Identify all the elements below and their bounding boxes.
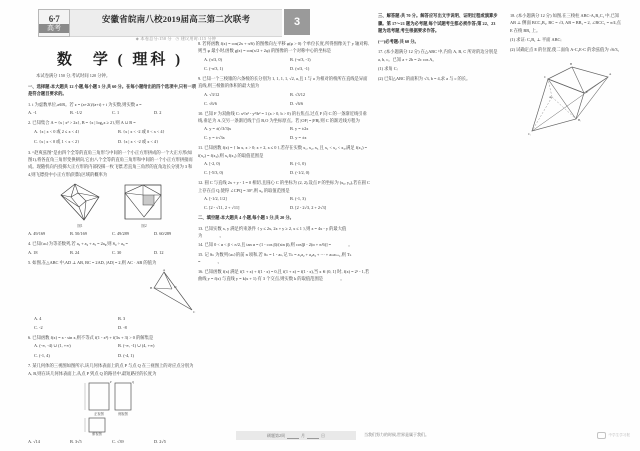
- question-2-options-row2: [28, 139, 196, 145]
- q9-option-b: B. √3/12: [290, 91, 306, 97]
- question-1: 1. i 为虚数单位,a∈R。若 z = (a+2i)/(a+i) + i 为实数,则实数 a =: [28, 101, 142, 107]
- q5-option-d: D. -8: [118, 325, 127, 331]
- question-3: 3. “赵爽弦图”是由四个全等的直角三角形与中间的一个小正方形拼成的一个大正方形(如图1),将各直角三角形变换朝向,它由八个全等的直角三角形和中间的一个小正方形拼接而成。现随机向内投掷大正方形的内部投掷一枚飞镖,若直角三角形的直角边长分别为 3 和 4,则飞镖投中小正方形(阴影)区域的概率为: [28, 149, 193, 177]
- figure-2: [121, 181, 167, 229]
- q6-option-a: A. (-∞, -4) ∪ (1, +∞): [34, 343, 71, 349]
- q12-option-b: B. (-1, 3): [290, 196, 306, 202]
- q3-option-a: A. 49/169: [28, 231, 46, 237]
- figure-1: [57, 181, 103, 229]
- question-15: 15. 记 Sₙ 为数列{aₙ}的前 n 项和,若 Sₙ = 1 - aₙ,记 Tₙ = a₁a₂ + a₂a₃ + ⋯ + aₙaₙ₊₁,则 Tₙ = 。: [198, 251, 352, 265]
- question-8-options-row2: [198, 66, 370, 71]
- svg-text:B₁: B₁: [578, 118, 582, 123]
- svg-text:D: D: [174, 285, 177, 290]
- question-18: 18. (本小题满分 12 分) 如图,在三棱柱 ABC-A₁B₁C₁ 中,已知 AB ⊥ 侧面 BCC₁B₁, BC = √3, AB = BB₁ = 2, ∠BCC₁ = π/4,点 E 在棱 BB₁ 上。: [510, 13, 621, 33]
- svg-text:Q: Q: [132, 381, 135, 385]
- q3-option-c: C. 49/289: [112, 231, 129, 237]
- question-10: 10. 已知 F 为双曲线 C: x²/a² - y²/b² = 1 (a > 0, b > 0) 的右焦点,过点 F 向 C 的一条渐近线引垂线,垂足为 A,交另一条渐近线于点 B,O 为坐标原点。若 |OF| = |FB|,则 C 的渐近线方程为: [198, 110, 367, 124]
- qr-code-icon: [597, 432, 606, 439]
- question-11-options-row1: [198, 161, 370, 166]
- q11-option-d: D. (-1/2, 0): [290, 170, 310, 176]
- required-questions-label: (一)必考题:共 60 分。: [378, 38, 419, 44]
- question-17-part-1: (1) 求角 C;: [378, 66, 398, 72]
- svg-text:A: A: [609, 72, 612, 77]
- q1-option-c: C. 1: [112, 110, 120, 116]
- practice-week-box: [236, 431, 356, 440]
- question-9-options-row2: [198, 101, 370, 106]
- section-two-heading: 二、填空题:本大题共 4 小题,每小题 5 分,共 20 分。: [198, 215, 294, 221]
- q7-option-a: A. √14: [28, 439, 40, 445]
- zhao-shuang-diagram-2: [121, 181, 167, 223]
- svg-text:正视图: 正视图: [94, 412, 104, 417]
- question-8: 8. 若将函数 f(x) = cos(2x + π/6) 的图像向左平移 φ(φ > 0) 个单位长度,所得图像关于 y 轴对称,则当 φ 最小时,函数 g(x) = cos(x/2 + 2φ) 的图像的一个对称中心的坐标是: [198, 41, 369, 54]
- brand-label: 中学生学习报: [608, 433, 630, 437]
- svg-text:俯视图: 俯视图: [92, 432, 102, 437]
- q1-option-b: B. -1/2: [70, 110, 82, 116]
- q2-option-a: A. {x | x < 0 或 2 ≤ x < 4}: [34, 128, 80, 134]
- figure-2-caption: 图2: [141, 224, 147, 229]
- q7-option-b: B. 3√5: [70, 439, 82, 445]
- q3-option-d: D. 60/289: [154, 231, 172, 237]
- q8-option-c: C. (-π/3, 1): [204, 65, 224, 71]
- q4-option-d: D. 12: [154, 249, 164, 255]
- svg-text:B: B: [150, 286, 153, 291]
- question-6-options-row1: [28, 343, 196, 349]
- zhao-shuang-diagram-1: [57, 181, 103, 223]
- total-score-label: 本卷总分:150 分: [140, 36, 172, 41]
- question-12-options-row1: [198, 196, 370, 201]
- q8-option-a: A. (π/3, 0): [204, 56, 222, 62]
- question-5: 5. 如图,在△ABC 中,AD ⊥ AB, BC = 2AD, |AD| = 2,则 AC · AB 的值为: [28, 259, 157, 265]
- q12-option-d: D. [2 - 2√3, 2 + 2√3]: [290, 205, 327, 211]
- q7-option-d: D. 2√5: [154, 439, 166, 445]
- svg-text:B: B: [570, 62, 573, 67]
- q1-option-a: A. -1: [28, 110, 37, 116]
- question-10-options-row1: [198, 126, 370, 131]
- section-one-heading: 一、选择题:本大题共 12 小题,每小题 5 分,共 60 分。在每小题给出的四个选项中,只有一项是符合题目要求的。: [28, 83, 196, 97]
- svg-text:C: C: [544, 75, 547, 80]
- q9-option-d: D. √6/6: [290, 100, 304, 106]
- question-4-options: [28, 250, 196, 255]
- exam-note: 本试卷满分 150 分,考试时间 120 分钟。: [36, 73, 111, 78]
- question-17: 17. (本小题满分 12 分) 在△ABC 中,内角 A, B, C 所对的边分别是 a, b, c。已知 a + 2b = 2c cos A。: [378, 49, 498, 62]
- svg-text:C₁: C₁: [528, 132, 532, 137]
- column-one: [28, 72, 196, 448]
- q8-option-b: B. (-π/3, -1): [290, 56, 311, 62]
- figure-1-caption: 图1: [77, 224, 83, 229]
- question-11: 11. 已知函数 f(x) = { ln x, x > 0; x + 2, x ≤ 0 },若存在实数 x₁, x₂, x₃ 且 x₁ < x₂ < x₃,满足 f(x₁) = f(x₂) = f(x₃),则 x₁f(x₁) 的取值范围是: [198, 145, 368, 158]
- q2-option-b: B. {x | x < -2 或 0 < x < 4}: [118, 128, 165, 134]
- day-blank: [307, 433, 319, 439]
- q4-option-a: A. 18: [28, 249, 38, 255]
- question-8-options-row1: [198, 57, 370, 62]
- question-6: 6. 已知函数 f(x) = x - sin x,则不等式 f(1 - x²) + f(3x + 3) > 0 的解集是: [28, 335, 154, 341]
- q10-option-d: D. y = ±x: [290, 135, 307, 141]
- question-9: 9. 已知一个三棱锥的六条棱的长分别为 1, 1, 1, 1, √2, a,且 1 与 a 为相对的棱所在直线是异面直线,则三棱锥的体积的最大值为: [198, 75, 368, 89]
- q10-option-c: C. y = ±√3x: [204, 135, 225, 141]
- score-marker-icon: ◆: [135, 36, 140, 41]
- brand-logo: [38, 9, 70, 37]
- week-label: 刷题第2周: [267, 432, 285, 438]
- triangular-prism-diagram: [510, 57, 620, 149]
- q7-option-c: C. √39: [112, 439, 124, 445]
- q4-option-b: B. 24: [70, 249, 80, 255]
- question-18-figure: [510, 57, 624, 149]
- q12-option-c: C. [2 - √11, 2 + √11]: [204, 205, 240, 211]
- page-title: 安徽省皖南八校2019届高三第二次联考: [101, 14, 251, 24]
- q3-option-b: B. 50/169: [70, 231, 87, 237]
- clock-marker-icon: ◷: [175, 36, 180, 41]
- q6-option-c: C. (-1, 4): [34, 353, 50, 359]
- page-header: [38, 9, 310, 41]
- question-3-figures: [28, 181, 196, 229]
- logo-top-text: 6·7: [48, 13, 60, 24]
- question-11-options-row2: [198, 170, 370, 175]
- question-12-options-row2: [198, 205, 370, 210]
- question-7-three-views: [28, 380, 196, 436]
- svg-text:A: A: [162, 268, 166, 273]
- page-number-badge: 3: [284, 9, 310, 35]
- footer-brand: [597, 432, 630, 439]
- month-blank: [287, 433, 299, 439]
- question-10-options-row2: [198, 135, 370, 140]
- triangle-diagram: [134, 268, 196, 314]
- question-17-part-2: (2) 已知△ABC 的面积为 √3, b = 4,求 a 与 c 的长。: [378, 75, 471, 81]
- svg-text:P: P: [110, 381, 112, 385]
- svg-text:E: E: [586, 90, 588, 95]
- footer-quote: 当我们努力的时候,世界是属于我们。: [364, 432, 429, 437]
- q9-option-c: C. √6/6: [204, 100, 217, 106]
- question-18-part-2: (2) 试确定点 E 的位置,使二面角 A-C₁E-C 的余弦值为 √6/3。: [510, 46, 622, 52]
- q5-option-a: A. 4: [34, 316, 42, 322]
- svg-text:侧视图: 侧视图: [118, 412, 128, 417]
- q12-option-a: A. [-1/2, 1/2]: [204, 196, 227, 202]
- q4-option-c: C. 30: [112, 249, 122, 255]
- q9-option-a: A. √3/12: [204, 91, 220, 97]
- q11-option-b: B. (-1, 0): [290, 161, 306, 167]
- month-unit: 月: [301, 432, 305, 438]
- q10-option-a: A. y = ±(√3/3)x: [204, 126, 232, 132]
- question-7: 7. 某几何体的三视图如图所示,该几何体表面上的点 P 与点 Q 在三视图上的对应点分别为 A, B,则在该几何体表面上,从点 P 到点 Q 的路径中,最短路径的长度为: [28, 363, 194, 376]
- q5-option-b: B. 3: [118, 316, 126, 322]
- q10-option-b: B. y = ±2x: [290, 126, 309, 132]
- suggested-time-label: 建议用时:115 分钟: [180, 36, 217, 41]
- page-footer: [0, 431, 640, 443]
- q2-option-c: C. {x | x < 0 或 1 < x < 2}: [34, 138, 80, 144]
- question-1-options: [28, 110, 196, 115]
- question-12: 12. 圆 C 与直线 2x + y - 1 = 0 相切,且圆心 C 的坐标为 (2, 2),设点 P 的坐标为 (x₀, y₀),若在圆 C 上存在点 Q,使得 ∠CPQ = 30°,则 x₀ 的取值范围是: [198, 180, 370, 193]
- subject-title: 数 学 ( 理科 ): [56, 52, 184, 68]
- section-three-heading: 三、解答题:共 70 分。解答应写出文字说明、证明过程或演算步骤。第 17～21 题为必考题,每个试题考生都必须作答;第 22、23 题为选考题,考生根据要求作答。: [378, 13, 498, 34]
- question-5-options-row1: [28, 316, 196, 321]
- question-3-options: [28, 231, 196, 236]
- question-6-options-row2: [28, 353, 196, 358]
- question-5-figure: [28, 268, 196, 314]
- question-2: 2. 已知集合 A = {x | x² > 2x}, B = {x | log₂x ≥ 2},则 A ∪ B =: [28, 120, 136, 126]
- three-view-projection: [77, 380, 147, 436]
- column-three: [378, 12, 624, 149]
- question-5-options-row2: [28, 325, 196, 330]
- question-9-options-row1: [198, 92, 370, 97]
- question-4: 4. 已知{aₙ}为等差数列,若 a₃ + a₄ + a₅ = 2a₆,则 S₉ ÷ a₈ =: [28, 241, 128, 247]
- q6-option-d: D. (-4, 1): [118, 353, 134, 359]
- day-unit: 日: [321, 432, 325, 438]
- q11-option-c: C. [-5/3, 0): [204, 170, 224, 176]
- column-two: [198, 40, 370, 285]
- question-13: 13. 已知实数 x, y 满足约束条件 { y ≤ 2x, 2x + y ≥ 2, x ≤ 1 },则 z = 4x - y 的最大值为 。: [198, 225, 347, 239]
- q11-option-a: A. [-2, 0): [204, 161, 220, 167]
- question-18-part-1: (1) 求证: C₁B₁ ⊥ 平面 ABC;: [510, 37, 562, 43]
- svg-text:C: C: [193, 310, 196, 315]
- question-16: 16. 已知函数 f(x) 满足 f(1 + x) + f(1 - x) = 0,且 f(1 + x) = f(1 - x),当 x ∈ (0, 1] 时, f(x) = 2ˣ - 1,若曲线 y = f(x) 与直线 y = k(x + 1) 有 3 个交点,则实数 k 的取值范围是 。: [198, 268, 370, 282]
- q8-option-d: D. (π/3, -1): [290, 65, 310, 71]
- q6-option-b: B. (-∞, -1) ∪ (4, +∞): [118, 343, 155, 349]
- q2-option-d: D. {x | x < -2 或 x < 4}: [118, 138, 159, 144]
- svg-text:A₁: A₁: [549, 95, 553, 100]
- q5-option-c: C. -2: [34, 325, 43, 331]
- q1-option-d: D. 2: [154, 110, 162, 116]
- question-2-options-row1: [28, 129, 196, 135]
- question-14: 14. 已知 0 < α < β < π/2,且 tan α = (1 - cos β)/(sin β),则 cos[β - 2(α + π/6)] = 。: [198, 242, 353, 248]
- logo-bottom-text: 高考: [39, 24, 69, 33]
